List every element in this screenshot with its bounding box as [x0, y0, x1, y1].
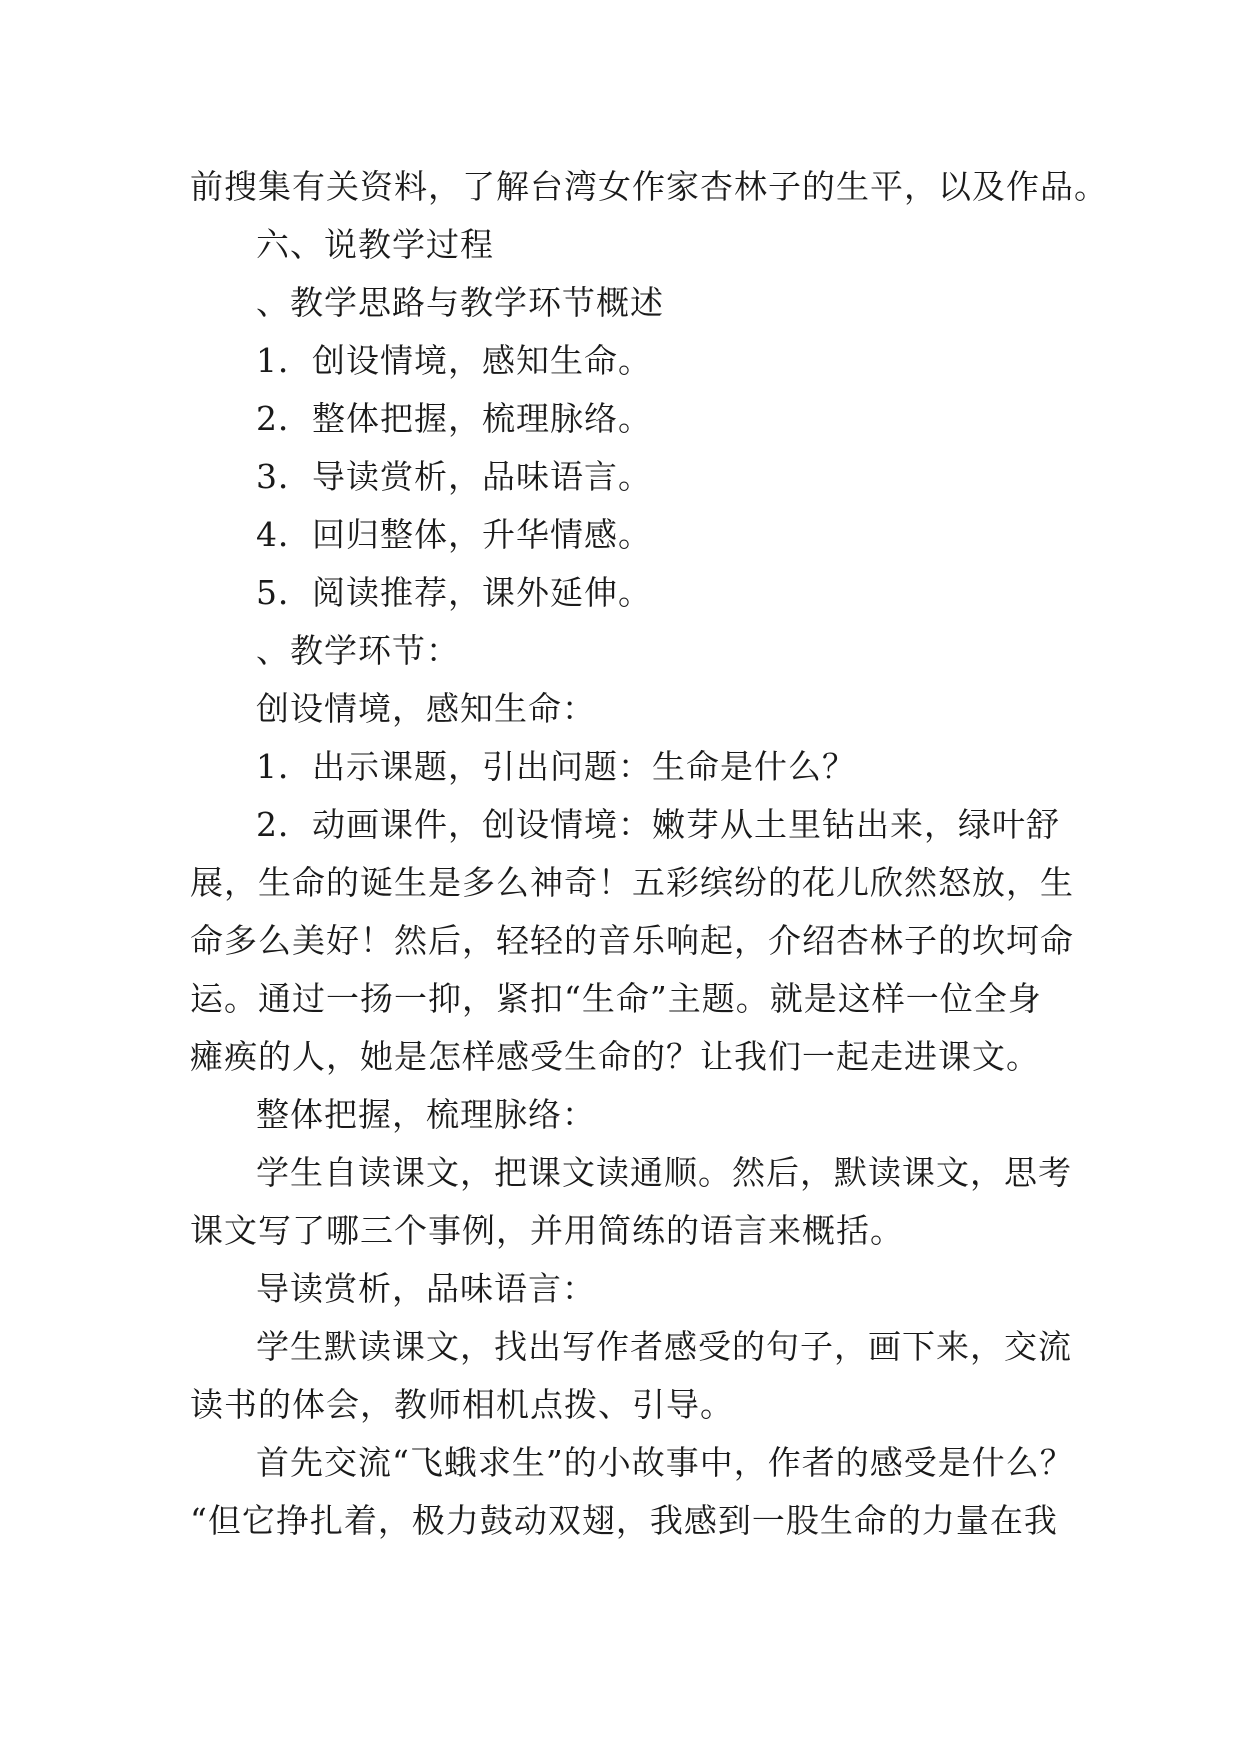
text-line: 命多么美好！然后，轻轻的音乐响起，介绍杏林子的坎坷命 [190, 921, 1074, 960]
list-item: 2．整体把握，梳理脉络。 [256, 399, 652, 438]
text-line: 读书的体会，教师相机点拨、引导。 [190, 1385, 734, 1424]
text-line: 2．动画课件，创设情境：嫩芽从土里钻出来，绿叶舒 [256, 805, 1060, 844]
list-item: 3．导读赏析，品味语言。 [256, 457, 652, 496]
text-line: 前搜集有关资料，了解台湾女作家杏林子的生平，以及作品。 [190, 167, 1108, 206]
list-item: 5．阅读推荐，课外延伸。 [256, 573, 652, 612]
text-line: 课文写了哪三个事例，并用简练的语言来概括。 [190, 1211, 904, 1250]
text-line: 学生自读课文，把课文读通顺。然后，默读课文，思考 [256, 1153, 1072, 1192]
text-line: 首先交流“飞蛾求生”的小故事中，作者的感受是什么？ [256, 1443, 1074, 1482]
text-line: 展，生命的诞生是多么神奇！五彩缤纷的花儿欣然怒放，生 [190, 863, 1074, 902]
text-line: 瘫痪的人，她是怎样感受生命的？让我们一起走进课文。 [190, 1037, 1040, 1076]
step-heading: 整体把握，梳理脉络： [256, 1095, 596, 1134]
list-item: 1．创设情境，感知生命。 [256, 341, 652, 380]
step-heading: 创设情境，感知生命： [256, 689, 596, 728]
list-item: 1．出示课题，引出问题：生命是什么？ [256, 747, 856, 786]
subsection-heading: 、教学环节： [256, 631, 460, 670]
text-line: 运。通过一扬一抑，紧扣“生命”主题。就是这样一位全身 [190, 979, 1042, 1018]
text-line: “但它挣扎着，极力鼓动双翅，我感到一股生命的力量在我 [190, 1501, 1058, 1540]
document-body [190, 158, 1108, 1550]
section-heading: 六、说教学过程 [256, 225, 494, 264]
text-line: 学生默读课文，找出写作者感受的句子，画下来，交流 [256, 1327, 1072, 1366]
step-heading: 导读赏析，品味语言： [256, 1269, 596, 1308]
subsection-heading: 、教学思路与教学环节概述 [256, 283, 664, 322]
list-item: 4．回归整体，升华情感。 [256, 515, 652, 554]
